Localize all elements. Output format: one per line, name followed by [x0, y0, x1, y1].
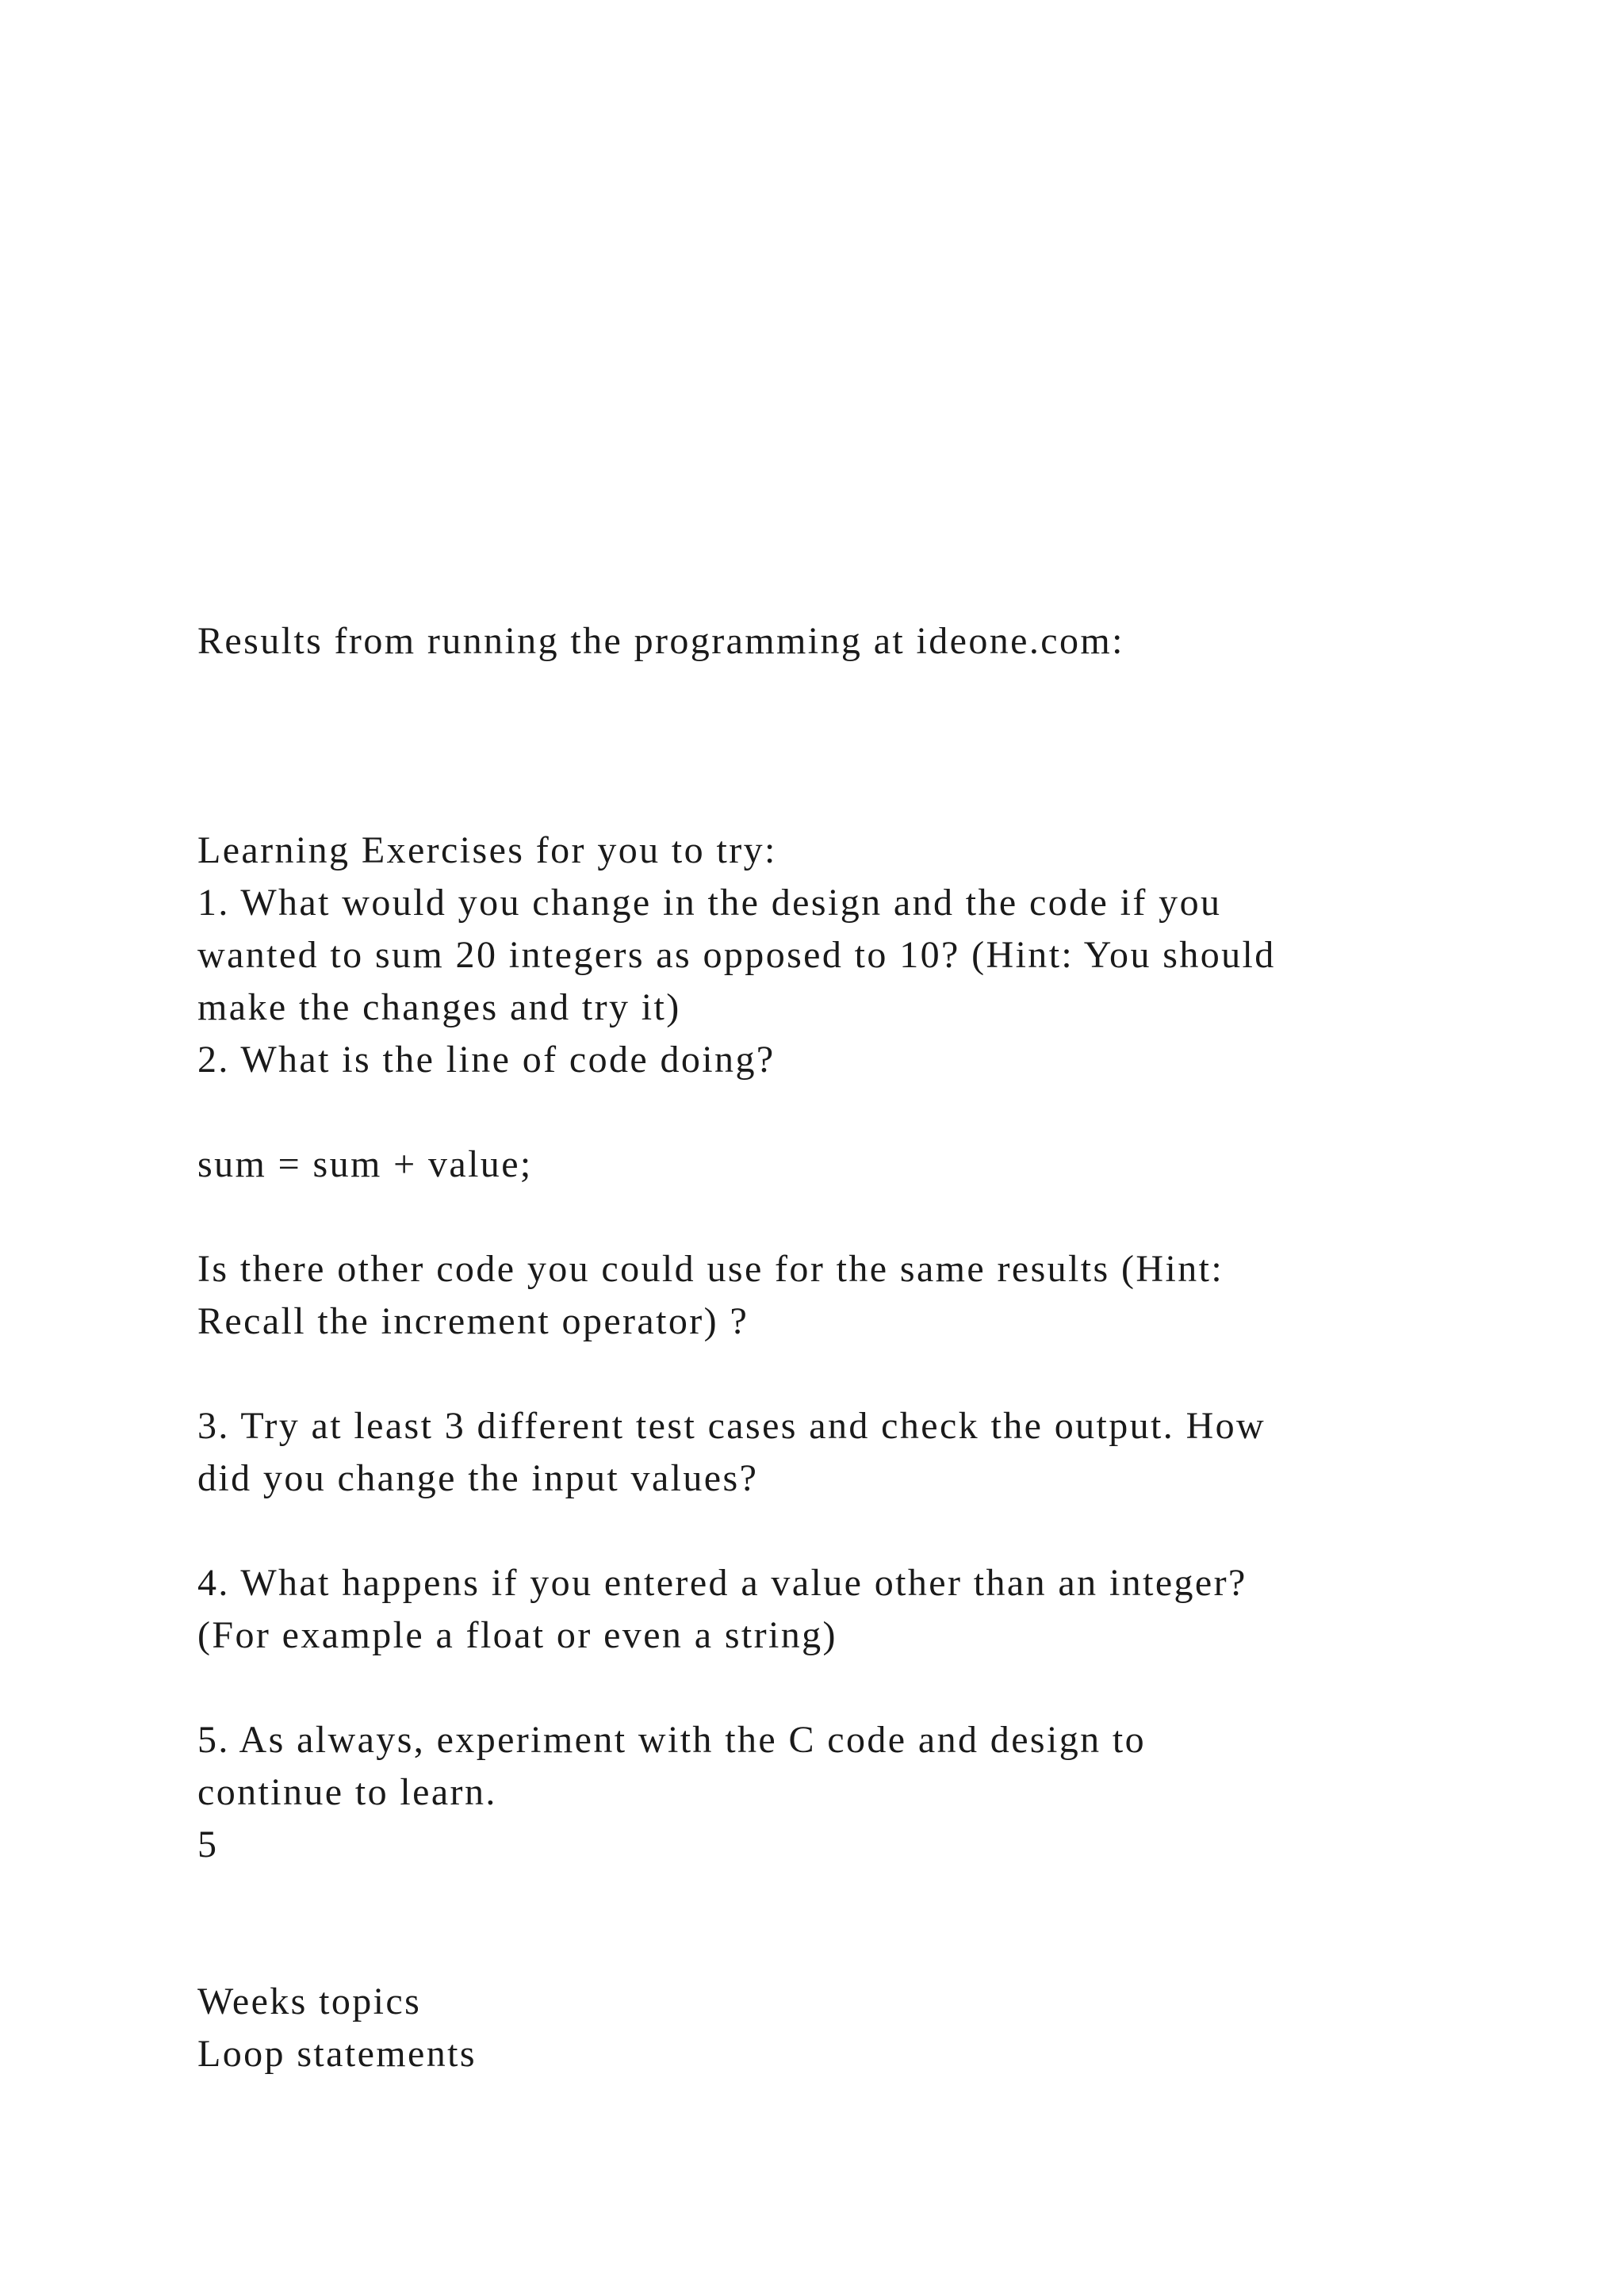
question-2-line-2: Is there other code you could use for the same results (Hint: [197, 1248, 1224, 1290]
question-3-line-1: 3. Try at least 3 different test cases and check the output. How [197, 1405, 1266, 1447]
question-4-line-1: 4. What happens if you entered a value other than an integer? [197, 1562, 1247, 1604]
page-number: 5 [197, 1823, 219, 1866]
code-line: sum = sum + value; [197, 1143, 533, 1185]
question-1-line-3: make the changes and try it) [197, 986, 681, 1028]
question-5-line-1: 5. As always, experiment with the C code and design to [197, 1719, 1147, 1761]
question-5-line-2: continue to learn. [197, 1771, 497, 1813]
weeks-topics-heading: Weeks topics [197, 1980, 422, 2022]
question-2-line-3: Recall the increment operator) ? [197, 1300, 749, 1342]
exercises-heading: Learning Exercises for you to try: [197, 829, 777, 871]
loop-statements-item: Loop statements [197, 2033, 477, 2075]
question-4-line-2: (For example a float or even a string) [197, 1614, 837, 1656]
question-1-line-1: 1. What would you change in the design and the code if you [197, 882, 1222, 924]
question-2-line-1: 2. What is the line of code doing? [197, 1039, 776, 1081]
results-heading: Results from running the programming at ideone.com: [197, 620, 1124, 662]
question-3-line-2: did you change the input values? [197, 1457, 759, 1499]
question-1-line-2: wanted to sum 20 integers as opposed to 10? (Hint: You should [197, 934, 1276, 976]
